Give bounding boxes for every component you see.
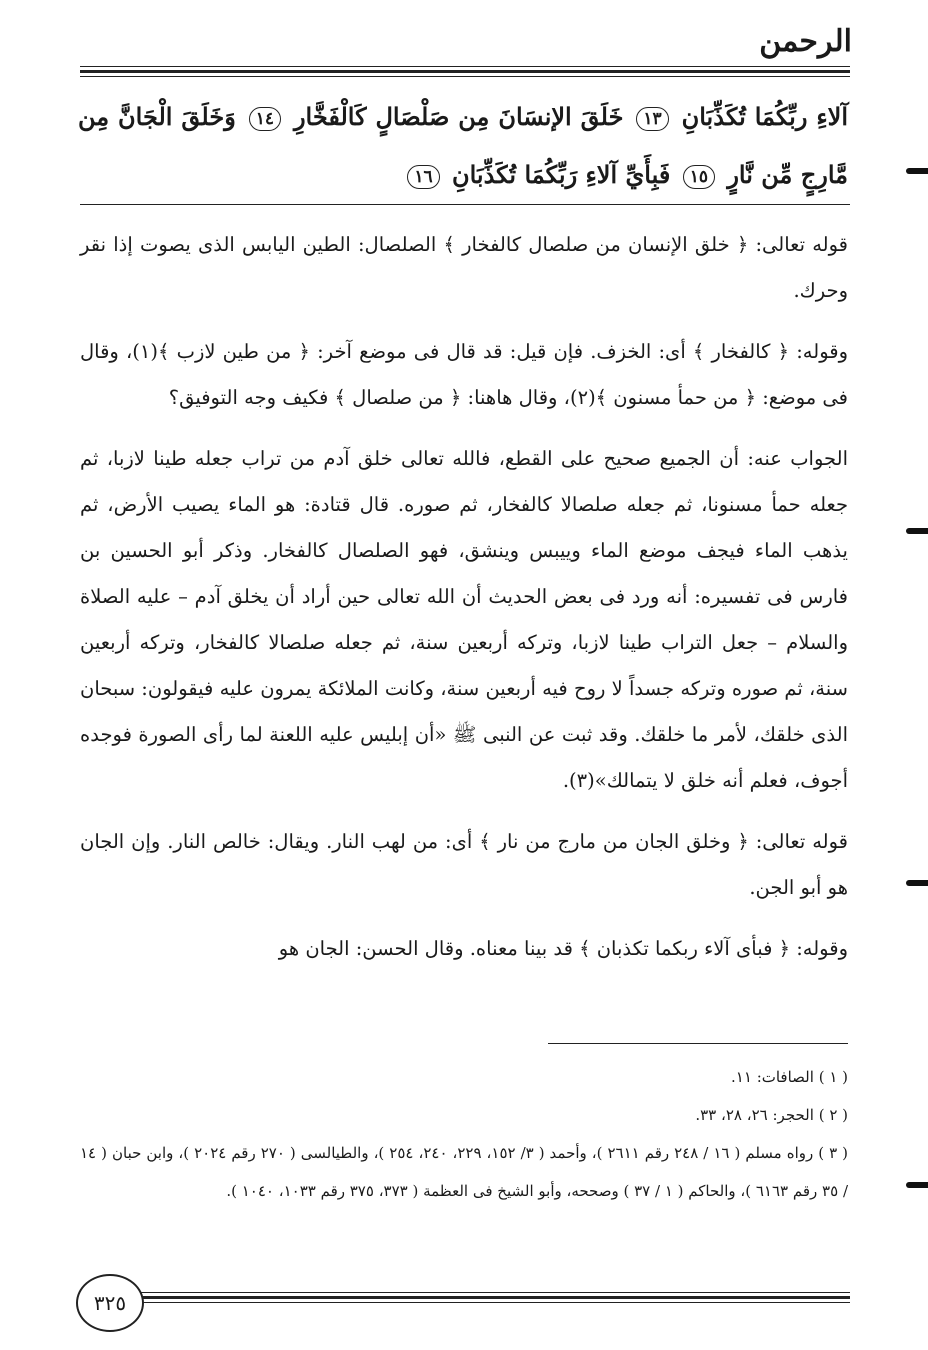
paragraph: الجواب عنه: أن الجميع صحيح على القطع، فالله تعالى خلق آدم من تراب جعله طينا لازبا، ثم جعله حمأ مسنونا، ثم جعله صلصالا كالفخار، ثم صوره. قال قتادة: هو الماء يصيب الأرض، ثم يذهب الماء فيجف موضع الماء وييبس وينشق، فهو الصلصال كالفخار. وذكر أبو الحسين بن فارس فى تفسيره: أنه ورد فى بعض الحديث أن الله تعالى حين أراد أن يخلق آدم – عليه الصلاة والسلام – جعل التراب طينا لازبا، وتركه أربعين سنة، ثم جعله صلصالا كالفخار، وتركه أربعين سنة، ثم صوره وتركه جسداً لا روح فيه أربعين سنة، وكانت الملائكة يمرون عليه فيقولون: سبحان الذى خلقك، لأمر ما خلقك. وقد ثبت عن النبى ﷺ «أن إبليس عليه اللعنة لما رأى الصورة فوجده أجوف، فعلم أنه خلق لا يتمالك»(٣). [80,447,848,792]
surah-title: الرحمن [759,24,852,59]
margin-tab-mark [906,528,928,534]
quran-verses [78,88,848,204]
verse-text: خَلَقَ الإنسَانَ مِن صَلْصَالٍ كَالْفَخَّارِ [293,102,624,131]
footer-rule-thick [138,1296,850,1299]
paragraph: وقوله: ﴿ فبأى آلاء ربكما تكذبان ﴾ قد بينا معناه. وقال الحسن: الجان هو [278,937,848,960]
margin-tab-mark [906,168,928,174]
paragraph: قوله تعالى: ﴿ وخلق الجان من مارج من نار ﴾ أى: من لهب النار. ويقال: خالص النار. وإن الجان هو أبو الجن. [80,830,848,899]
margin-tab-mark [906,1182,928,1188]
footnote: ( ٣ ) رواه مسلم ( ١٦ / ٢٤٨ رقم ٢٦١١ )، وأحمد ( ٣/ ١٥٢، ٢٢٩، ٢٤٠، ٢٥٤ )، والطيالسى ( ٢٧٠ رقم ٢٠٢٤ )، وابن حبان ( ١٤ / ٣٥ رقم ٦١٦٣ )، والحاكم ( ١ / ٣٧ ) وصححه، وأبو الشيخ فى العظمة ( ٣٧٣، ٣٧٥ رقم ١٠٣٣، ١٠٤٠ ). [80,1144,849,1200]
ayah-number-marker: ١٣ [636,107,668,131]
paragraph: وقوله: ﴿ كالفخار ﴾ أى: الخزف. فإن قيل: قد قال فى موضع آخر: ﴿ من طين لازب ﴾(١)، وقال فى موضع: ﴿ من حمأ مسنون ﴾(٢)، وقال هاهنا: ﴿ من صلصال ﴾ فكيف وجه التوفيق؟ [80,340,849,409]
footnotes [80,1058,848,1210]
footer-rule-thin [138,1292,850,1293]
margin-tab-mark [906,880,928,886]
ayah-number-marker: ١٦ [407,165,439,189]
ayah-number-marker: ١٥ [683,165,715,189]
footer-rule-thin-lower [138,1302,850,1303]
header-rule-thin [80,66,850,67]
header-rule-thin-lower [80,76,850,77]
verse-text: وَخَلَقَ الْجَانَّ مِن مَّارِجٍ مِّن نَّارٍ [78,102,848,189]
commentary-body [80,222,848,987]
ayah-number-marker: ١٤ [249,107,281,131]
footnote: ( ٢ ) الحجر: ٢٦، ٢٨، ٣٣. [695,1106,848,1124]
paragraph: قوله تعالى: ﴿ خلق الإنسان من صلصال كالفخار ﴾ الصلصال: الطين اليابس الذى يصوت إذا نقر وحرك. [80,233,848,302]
footnote: ( ١ ) الصافات: ١١. [731,1068,848,1086]
verses-separator [80,204,850,205]
footnote-separator [548,1043,848,1044]
verse-text: فَبِأَيِّ آلاءِ رَبِّكُمَا تُكَذِّبَانِ [451,160,671,189]
header-rule-thick [80,70,850,73]
page-number: ٣٢٥ [76,1274,144,1332]
verse-text: آلاءِ ربِّكُمَا تُكَذِّبَانِ [681,102,848,131]
